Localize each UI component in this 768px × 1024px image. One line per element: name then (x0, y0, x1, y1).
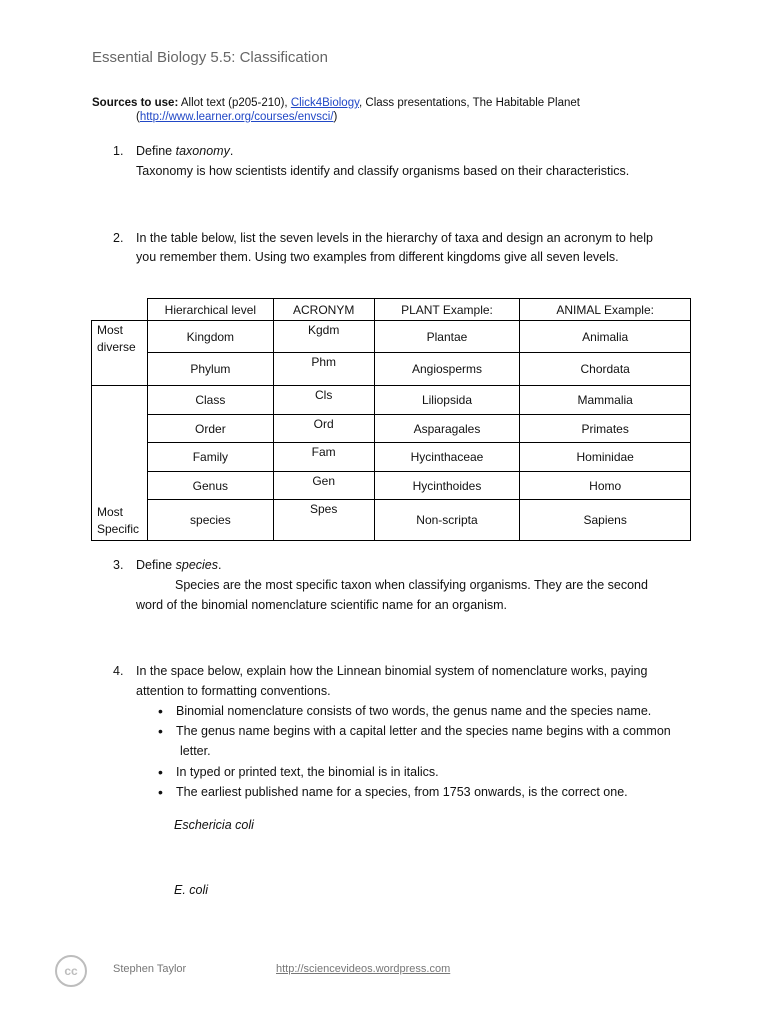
table-row (92, 415, 691, 443)
list-item-continuation (158, 741, 698, 762)
question-3-answer-line-2: word of the binomial nomenclature scientific name for an organism. (136, 598, 508, 612)
q3-prompt-term: species (175, 558, 219, 572)
cell-animal: Sapiens (520, 500, 691, 541)
cell-acronym: Phm (273, 353, 374, 386)
sources-text-2: , Class presentations, The Habitable Planet (359, 97, 580, 109)
cell-animal: Animalia (520, 321, 691, 353)
question-3-answer-line-1: Species are the most specific taxon when classifying organisms. They are the second (175, 578, 648, 592)
cell-plant: Hycinthoides (374, 472, 520, 500)
sources-text-1: Allot text (p205-210), (180, 97, 288, 109)
taxonomy-table (91, 298, 691, 541)
learner-link[interactable]: http://www.learner.org/courses/envsci/ (139, 111, 334, 123)
side-label-specific (92, 386, 148, 541)
cell-plant: Liliopsida (374, 386, 520, 415)
sources-line (92, 95, 580, 111)
list-item: • In typed or printed text, the binomial is in italics. (158, 762, 698, 782)
question-3-prompt (136, 555, 222, 575)
cell-level: Class (147, 386, 273, 415)
cell-level: Kingdom (147, 321, 273, 353)
table-header-row (92, 299, 691, 321)
example-abbrev-name: E. coli (174, 883, 209, 897)
cell-animal: Primates (520, 415, 691, 443)
table-row (92, 386, 691, 415)
question-3-number: 3. (113, 558, 124, 572)
question-1-answer: Taxonomy is how scientists identify and classify organisms based on their characteristics. (136, 164, 630, 178)
cell-level: species (147, 500, 273, 541)
cell-plant: Angiosperms (374, 353, 520, 386)
cell-level: Phylum (147, 353, 273, 386)
cell-plant: Asparagales (374, 415, 520, 443)
click4biology-link[interactable]: Click4Biology (290, 97, 359, 109)
binomial-bullet-list (158, 701, 698, 802)
table-row (92, 443, 691, 472)
page-title: Essential Biology 5.5: Classification (92, 49, 328, 66)
cell-acronym: Spes (273, 500, 374, 541)
paren-open: ( (136, 111, 140, 123)
q1-prompt-term: taxonomy (175, 144, 230, 158)
question-1-number: 1. (113, 144, 124, 158)
header-hierarchical-level: Hierarchical level (147, 299, 273, 321)
cell-acronym: Cls (273, 386, 374, 415)
list-item: • The earliest published name for a species, from 1753 onwards, is the correct one. (158, 782, 698, 802)
question-4-line-2: attention to formatting conventions. (136, 684, 331, 698)
side-label-line: diverse (97, 340, 136, 354)
side-label-line: Most (97, 505, 124, 519)
question-2-line-2: you remember them. Using two examples from different kingdoms give all seven levels. (136, 250, 619, 264)
sources-line-2 (136, 111, 337, 123)
question-1-prompt (136, 141, 233, 161)
cell-level: Genus (147, 472, 273, 500)
cell-animal: Chordata (520, 353, 691, 386)
bullet-continuation-text: letter. (180, 744, 211, 758)
cell-animal: Homo (520, 472, 691, 500)
cell-acronym: Kgdm (273, 321, 374, 353)
question-2-number: 2. (113, 231, 124, 245)
sources-label: Sources to use: (92, 97, 179, 109)
question-2-line-1: In the table below, list the seven levels in the hierarchy of taxa and design an acronym to help (136, 231, 653, 245)
q1-prompt-suffix: . (229, 144, 234, 158)
cell-plant: Non-scripta (374, 500, 520, 541)
cell-plant: Plantae (374, 321, 520, 353)
q3-prompt-suffix: . (218, 558, 222, 572)
cell-animal: Hominidae (520, 443, 691, 472)
table-row (92, 500, 691, 541)
footer-url-link[interactable]: http://sciencevideos.wordpress.com (276, 963, 451, 975)
table-row (92, 353, 691, 386)
header-animal-example: ANIMAL Example: (520, 299, 691, 321)
side-label-line: Specific (97, 522, 140, 536)
cell-acronym: Gen (273, 472, 374, 500)
example-full-name: Eschericia coli (174, 818, 254, 832)
creative-commons-icon: cc (55, 955, 87, 987)
table-row (92, 472, 691, 500)
cell-level: Order (147, 415, 273, 443)
cell-acronym: Fam (273, 443, 374, 472)
table-row (92, 321, 691, 353)
question-4-number: 4. (113, 664, 124, 678)
cell-plant: Hycinthaceae (374, 443, 520, 472)
header-acronym: ACRONYM (273, 299, 374, 321)
side-label-line: Most (97, 323, 124, 337)
list-item: • Binomial nomenclature consists of two words, the genus name and the species name. (158, 701, 698, 721)
question-4-line-1: In the space below, explain how the Linnean binomial system of nomenclature works, paying (136, 664, 648, 678)
list-item: • The genus name begins with a capital letter and the species name begins with a common (158, 721, 698, 741)
table-corner (92, 299, 148, 321)
cell-level: Family (147, 443, 273, 472)
q1-prompt-prefix: Define (136, 144, 173, 158)
footer-author: Stephen Taylor (113, 963, 187, 975)
q3-prompt-prefix: Define (136, 558, 173, 572)
cell-animal: Mammalia (520, 386, 691, 415)
cell-acronym: Ord (273, 415, 374, 443)
header-plant-example: PLANT Example: (374, 299, 520, 321)
side-label-diverse (92, 321, 148, 386)
paren-close: ) (333, 111, 338, 123)
